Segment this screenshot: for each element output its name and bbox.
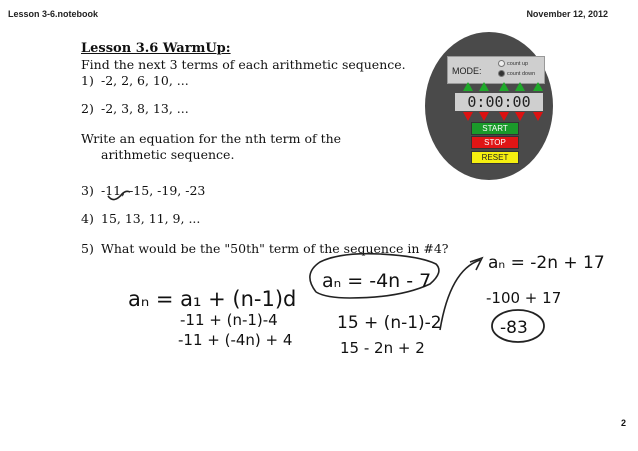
arrow-stroke (440, 260, 480, 330)
problem-4-number: 4) (81, 211, 94, 226)
underline-mark (108, 191, 130, 199)
instruction-2: Write an equation for the nth term of the (81, 131, 342, 146)
mode-count-up[interactable]: count up (498, 60, 528, 67)
problem-4-text: 15, 13, 11, 9, ... (101, 211, 201, 226)
problem-2-number: 2) (81, 101, 94, 116)
problem-1-text: -2, 2, 6, 10, ... (101, 73, 189, 88)
problem-1-number: 1) (81, 73, 94, 88)
page-title: Lesson 3.6 WarmUp: (81, 41, 231, 56)
instruction-1: Find the next 3 terms of each arithmetic sequence. (81, 57, 406, 72)
hw-step1: -11 + (n-1)-4 (180, 311, 278, 329)
problem-2-text: -2, 3, 8, 13, ... (101, 101, 189, 116)
start-button[interactable]: START (471, 122, 519, 135)
hw-step2: -11 + (-4n) + 4 (178, 331, 293, 349)
page-number: 2 (620, 418, 626, 428)
hw-ans4-formula: aₙ = -2n + 17 (488, 253, 605, 273)
hw-answer3: aₙ = -4n - 7 (322, 270, 432, 292)
stop-button[interactable]: STOP (471, 136, 519, 149)
hw-ans4-step2: 15 - 2n + 2 (340, 339, 425, 357)
instruction-2-cont: arithmetic sequence. (101, 147, 235, 162)
timer-mode-label: MODE: (452, 66, 482, 76)
problem-3-number: 3) (81, 183, 94, 198)
problem-5-number: 5) (81, 241, 94, 256)
hw-formula: aₙ = a₁ + (n-1)d (128, 287, 297, 311)
problem-5-text: What would be the "50th" term of the sequence in #4? (101, 241, 449, 256)
problem-3-text: -11, -15, -19, -23 (101, 183, 206, 198)
hw-ans4-step1: 15 + (n-1)-2 (337, 313, 442, 333)
mode-count-down[interactable]: count down (498, 70, 535, 77)
reset-button[interactable]: RESET (471, 151, 519, 164)
notebook-date: November 12, 2012 (526, 9, 608, 19)
timer-display: 0:00:00 (455, 93, 543, 111)
hw-ans5: -83 (500, 318, 528, 338)
hw-ans5-step: -100 + 17 (486, 289, 562, 307)
notebook-filename: Lesson 3-6.notebook (8, 9, 99, 19)
